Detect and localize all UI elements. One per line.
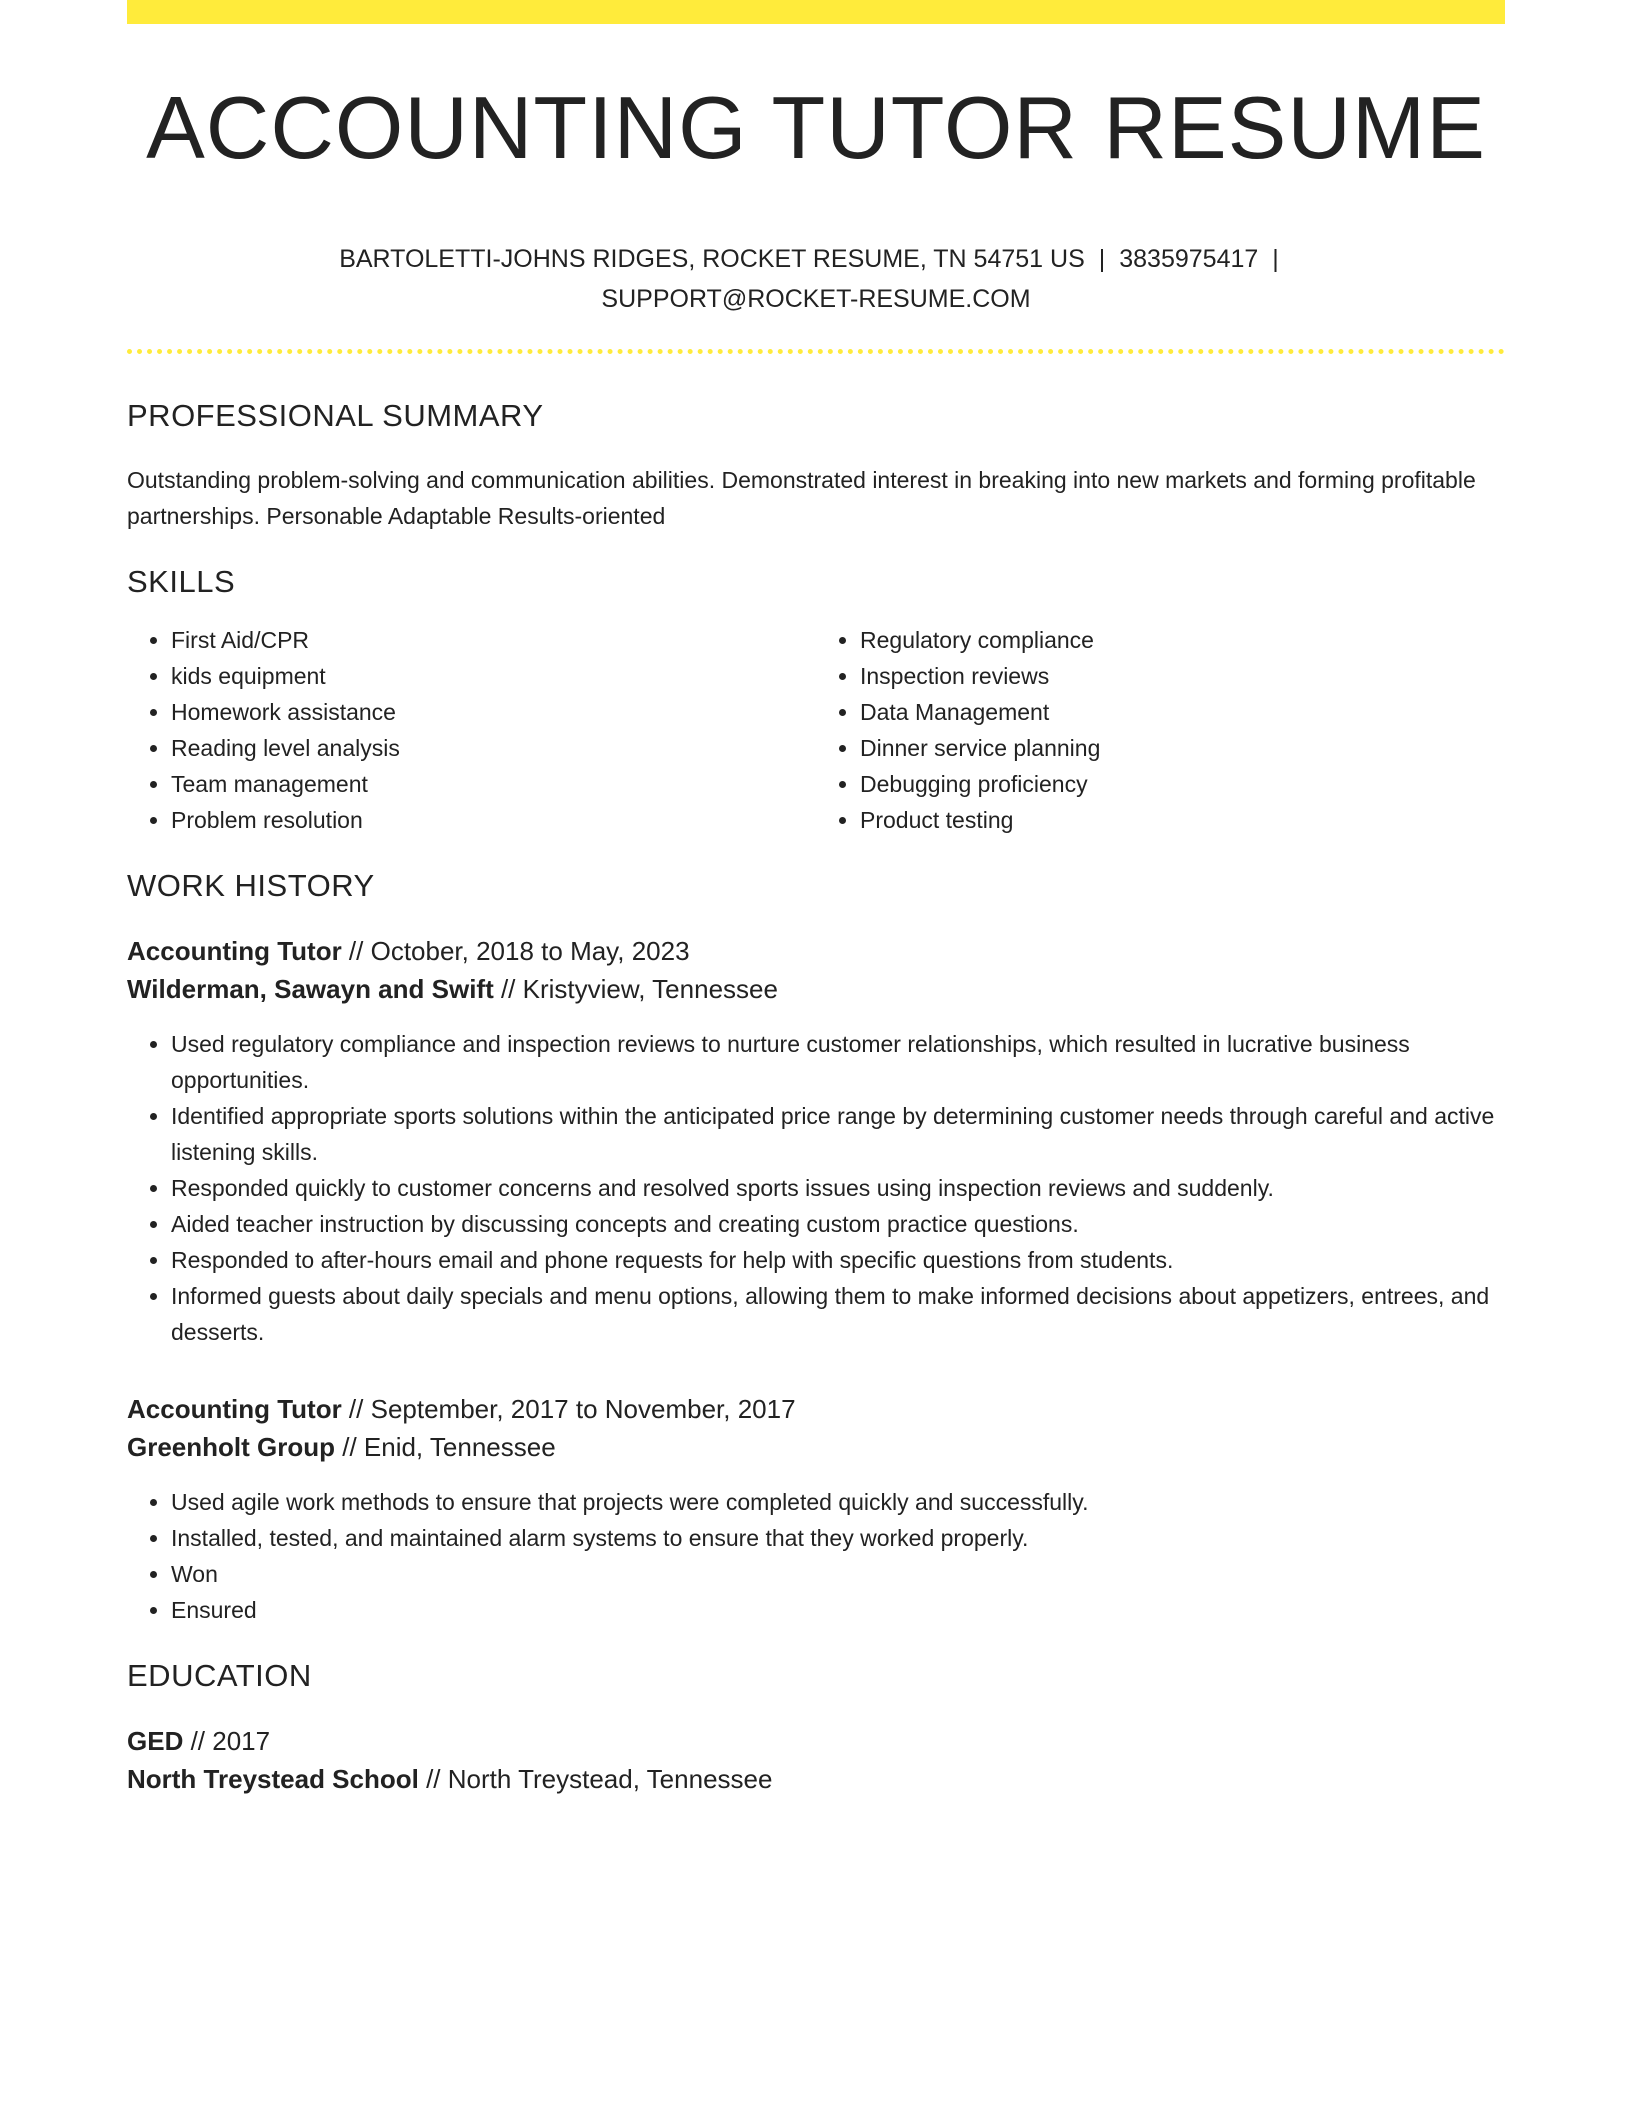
job-bullet: • Identified appropriate sports solutions within the anticipated price range by determining customer needs through careful and active listening skills. (171, 1098, 1505, 1170)
job-dates: // September, 2017 to November, 2017 (341, 1393, 796, 1424)
skill-item: • Product testing (860, 802, 1505, 838)
job-header (127, 932, 1505, 1008)
job-dates: // October, 2018 to May, 2023 (341, 935, 690, 966)
education-degree: GED (127, 1725, 184, 1756)
job-bullet: • Responded quickly to customer concerns and resolved sports issues using inspection reviews and suddenly. (171, 1170, 1505, 1206)
job-bullets (127, 1484, 1505, 1628)
skills-heading: SKILLS (127, 563, 236, 599)
job-location: // Kristyview, Tennessee (493, 973, 778, 1004)
job-entry (127, 932, 1505, 1350)
skills-column-right (816, 622, 1505, 838)
job-bullet: • Used agile work methods to ensure that projects were completed quickly and successfully. (171, 1484, 1505, 1520)
job-title: Accounting Tutor (127, 1393, 342, 1424)
skill-item: • Reading level analysis (171, 730, 816, 766)
skill-item: • Regulatory compliance (860, 622, 1505, 658)
skill-item: • kids equipment (171, 658, 816, 694)
job-bullet: • Responded to after-hours email and phone requests for help with specific questions from students. (171, 1242, 1505, 1278)
education-location: // North Treystead, Tennessee (418, 1763, 773, 1794)
job-bullet: • Ensured (171, 1592, 1505, 1628)
summary-heading: PROFESSIONAL SUMMARY (127, 397, 544, 433)
contact-phone: 3835975417 (1119, 244, 1259, 273)
contact-email: SUPPORT@ROCKET-RESUME.COM (601, 284, 1031, 313)
job-bullets (127, 1026, 1505, 1350)
contact-separator: | (1272, 244, 1279, 273)
job-entry (127, 1390, 1505, 1628)
job-company: Wilderman, Sawayn and Swift (127, 973, 494, 1004)
contact-address: BARTOLETTI-JOHNS RIDGES, ROCKET RESUME, TN 54751 US (339, 244, 1085, 273)
job-bullet: • Installed, tested, and maintained alarm systems to ensure that they worked properly. (171, 1520, 1505, 1556)
summary-text: Outstanding problem-solving and communication abilities. Demonstrated interest in breaking into new markets and forming profitable partnerships. Personable Adaptable Results-oriented (127, 466, 1476, 529)
skills-list (127, 622, 1505, 838)
education-year: // 2017 (183, 1725, 271, 1756)
dotted-divider (127, 349, 1505, 354)
skill-item: • Problem resolution (171, 802, 816, 838)
job-company: Greenholt Group (127, 1431, 335, 1462)
education-school: North Treystead School (127, 1763, 419, 1794)
work-history-heading: WORK HISTORY (127, 867, 375, 903)
skill-item: • Data Management (860, 694, 1505, 730)
job-header (127, 1390, 1505, 1466)
education-entry (127, 1722, 1505, 1798)
contact-info (316, 239, 1316, 319)
skill-item: • First Aid/CPR (171, 622, 816, 658)
top-accent-bar (127, 0, 1505, 24)
contact-separator: | (1098, 244, 1106, 273)
skill-item: • Inspection reviews (860, 658, 1505, 694)
skill-item: • Team management (171, 766, 816, 802)
job-bullet: • Won (171, 1556, 1505, 1592)
job-bullet: • Used regulatory compliance and inspection reviews to nurture customer relationships, which resulted in lucrative business opportunities. (171, 1026, 1505, 1098)
resume-title: ACCOUNTING TUTOR RESUME (146, 78, 1486, 177)
job-bullet: • Informed guests about daily specials and menu options, allowing them to make informed decisions about appetizers, entrees, and desserts. (171, 1278, 1505, 1350)
skill-item: • Dinner service planning (860, 730, 1505, 766)
education-heading: EDUCATION (127, 1657, 312, 1693)
resume-page (127, 0, 1505, 1798)
job-location: // Enid, Tennessee (335, 1431, 556, 1462)
job-bullet: • Aided teacher instruction by discussing concepts and creating custom practice questions. (171, 1206, 1505, 1242)
skills-column-left (127, 622, 816, 838)
skill-item: • Homework assistance (171, 694, 816, 730)
job-title: Accounting Tutor (127, 935, 342, 966)
skill-item: • Debugging proficiency (860, 766, 1505, 802)
